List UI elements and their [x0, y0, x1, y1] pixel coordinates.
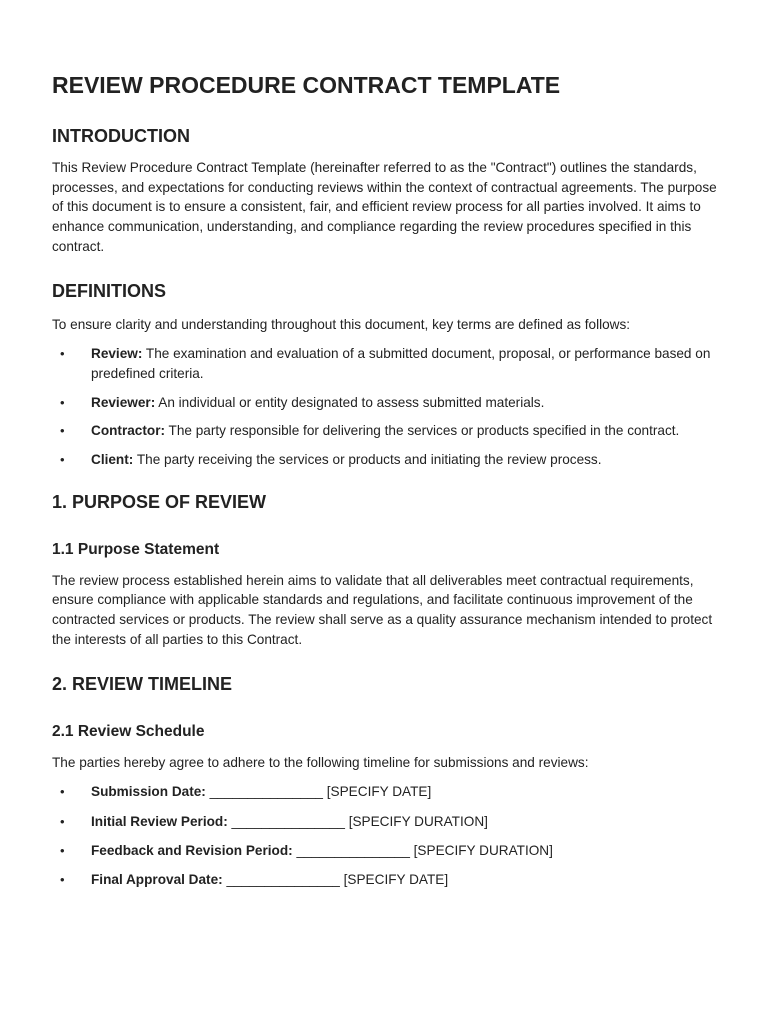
definition-text: The party receiving the services or products and initiating the review process.	[133, 452, 602, 468]
definition-term: Client:	[91, 452, 134, 468]
schedule-term: Feedback and Revision Period:	[91, 842, 293, 858]
schedule-item-final-approval	[52, 870, 730, 890]
bullet-icon: •	[60, 872, 65, 888]
schedule-term: Submission Date:	[91, 784, 206, 800]
section-1-1-heading: 1.1 Purpose Statement	[52, 540, 220, 558]
definitions-intro: To ensure clarity and understanding throughout this document, key terms are defined as follows:	[52, 316, 631, 332]
document-title: REVIEW PROCEDURE CONTRACT TEMPLATE	[52, 72, 561, 98]
section-1-heading: 1. PURPOSE OF REVIEW	[52, 491, 267, 512]
introduction-heading: INTRODUCTION	[52, 126, 190, 146]
bullet-icon: •	[60, 346, 65, 362]
definition-item-reviewer	[52, 393, 730, 413]
schedule-blank: _______________ [SPECIFY DATE]	[222, 872, 449, 888]
bullet-icon: •	[60, 784, 65, 800]
introduction-text: This Review Procedure Contract Template (hereinafter referred to as the "Contract") outlines the standards, processes, and expectations for conducting reviews within the context of contractual agreements. The purpose of this document is to ensure a consistent, fair, and efficient review process for all parties involved. It aims to enhance communication, understanding, and compliance regarding the review procedures specified in this contract.	[52, 160, 717, 254]
definitions-heading: DEFINITIONS	[52, 280, 167, 301]
definition-text: The examination and evaluation of a submitted document, proposal, or performance based on predefined criteria.	[91, 346, 711, 381]
schedule-list	[52, 782, 730, 890]
bullet-icon: •	[60, 813, 65, 829]
definition-item-client	[52, 450, 730, 470]
schedule-term: Initial Review Period:	[91, 813, 228, 829]
definition-text: An individual or entity designated to assess submitted materials.	[155, 394, 545, 410]
bullet-icon: •	[60, 423, 65, 439]
purpose-statement-text: The review process established herein aims to validate that all deliverables meet contractual requirements, ensure compliance with applicable standards and regulations, and facilitate continuous improvement of the contracted services or products. The review shall serve as a quality assurance mechanism intended to protect the interests of all parties to this Contract.	[52, 572, 713, 647]
definitions-list	[52, 344, 730, 470]
schedule-item-initial-review	[52, 812, 730, 832]
section-2-1-heading: 2.1 Review Schedule	[52, 722, 205, 740]
definition-text: The party responsible for delivering the services or products specified in the contract.	[165, 423, 680, 439]
review-schedule-intro: The parties hereby agree to adhere to the following timeline for submissions and reviews:	[52, 754, 589, 770]
definition-term: Reviewer:	[91, 394, 156, 410]
schedule-item-feedback-revision	[52, 841, 730, 861]
schedule-term: Final Approval Date:	[91, 872, 223, 888]
bullet-icon: •	[60, 394, 65, 410]
schedule-blank: _______________ [SPECIFY DURATION]	[227, 813, 488, 829]
definition-term: Contractor:	[91, 423, 166, 439]
schedule-item-submission	[52, 782, 730, 802]
definition-item-review	[52, 344, 730, 383]
schedule-blank: _______________ [SPECIFY DATE]	[205, 784, 432, 800]
schedule-blank: _______________ [SPECIFY DURATION]	[292, 842, 553, 858]
definition-term: Review:	[91, 346, 143, 362]
bullet-icon: •	[60, 452, 65, 468]
section-2-heading: 2. REVIEW TIMELINE	[52, 673, 233, 694]
bullet-icon: •	[60, 842, 65, 858]
definition-item-contractor	[52, 421, 730, 441]
